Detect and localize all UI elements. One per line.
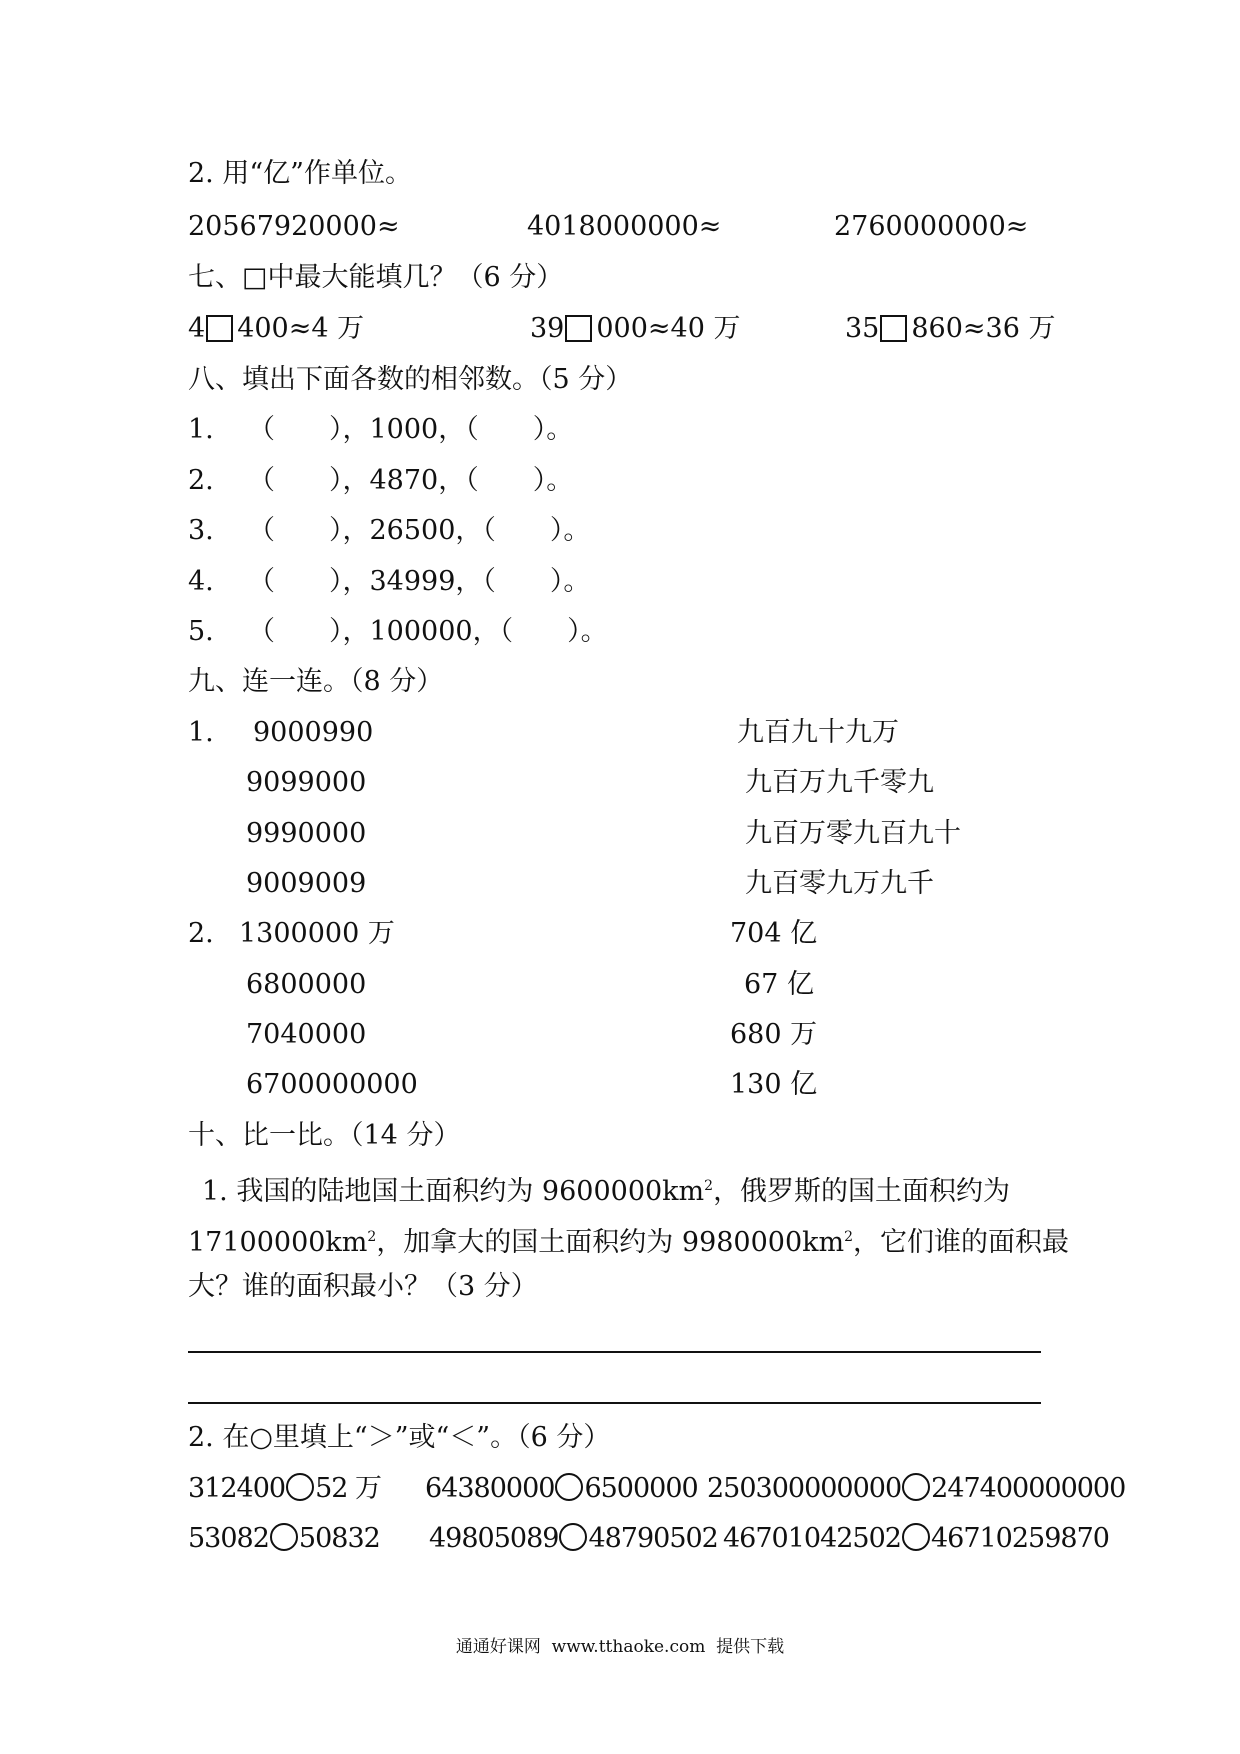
box-item-3 [845,313,1055,345]
superscript: 2 [704,1178,714,1194]
q10-1-text: 1. 我国的陆地国土面积约为 9600000km [202,1176,705,1207]
match-left-item: 9099000 [246,767,367,798]
footer-source: 通通好课网 www.tthaoke.com 提供下载 [455,1637,785,1657]
superscript: 2 [367,1229,377,1245]
compare-circle[interactable] [555,1473,583,1501]
match-right-item: 九百九十九万 [737,717,899,748]
compare-right: 46710259870 [930,1523,1109,1554]
match-right-item: 130 亿 [730,1069,818,1100]
box-item-2 [530,313,740,345]
section-8-title: 八、填出下面各数的相邻数。（5 分） [188,364,633,395]
compare-right: 6500000 [584,1473,698,1504]
compare-left: 250300000000 [707,1473,902,1504]
compare-item [723,1523,1109,1555]
compare-right: 48790502 [588,1523,718,1554]
compare-left: 49805089 [429,1523,559,1554]
neighbor-item-5: （ ），100000，（ ）。 [248,616,608,647]
compare-left: 53082 [188,1523,269,1554]
compare-right: 52 万 [315,1473,382,1504]
q10-1-text: 17100000km [188,1227,368,1258]
neighbor-item-2: （ ），4870，（ ）。 [248,465,574,496]
round-item-3: 2760000000≈ [834,211,1029,242]
box-item-1 [188,313,364,345]
match-group-1-num: 1. [188,717,214,748]
compare-circle[interactable] [559,1523,587,1551]
q10-1-text: ，加拿大的国土面积约为 9980000km [376,1227,845,1258]
round-item-1: 20567920000≈ [188,211,400,242]
answer-box[interactable] [206,315,233,342]
section-9-title: 九、连一连。（8 分） [188,666,444,697]
box-item-suffix: 000≈40 万 [596,313,741,344]
answer-box[interactable] [565,315,592,342]
box-item-prefix: 39 [530,313,565,344]
match-right-item: 680 万 [730,1019,818,1050]
match-left-item: 9009009 [246,868,367,899]
compare-left: 46701042502 [723,1523,901,1554]
neighbor-num-5: 5. [188,616,214,647]
compare-left: 64380000 [425,1473,555,1504]
section-7-title: 七、□中最大能填几？（6 分） [188,262,564,293]
compare-item [429,1523,718,1555]
answer-line[interactable] [188,1351,1041,1353]
section-10-title: 十、比一比。（14 分） [188,1120,461,1151]
answer-box[interactable] [880,315,907,342]
compare-right: 247400000000 [931,1473,1126,1504]
neighbor-item-1: （ ），1000，（ ）。 [248,414,574,445]
compare-item [188,1523,380,1555]
neighbor-num-2: 2. [188,465,214,496]
match-right-item: 704 亿 [730,918,818,949]
q10-1-text: ，它们谁的面积最 [853,1227,1070,1258]
box-item-prefix: 35 [845,313,880,344]
neighbor-item-4: （ ），34999，（ ）。 [248,566,591,597]
q10-2-title: 2. 在○里填上“＞”或“＜”。（6 分） [188,1422,611,1453]
match-right-item: 67 亿 [744,969,814,1000]
box-item-suffix: 860≈36 万 [911,313,1056,344]
box-item-prefix: 4 [188,313,206,344]
match-right-item: 九百万零九百九十 [745,818,961,849]
compare-item [425,1473,698,1505]
compare-circle[interactable] [286,1473,314,1501]
neighbor-num-1: 1. [188,414,214,445]
round-item-2: 4018000000≈ [527,211,722,242]
match-left-item: 9990000 [246,818,367,849]
match-left-item: 9000990 [253,717,374,748]
match-right-item: 九百零九万九千 [745,868,934,899]
q10-1-text: ，俄罗斯的国土面积约为 [713,1176,1011,1207]
compare-circle[interactable] [270,1523,298,1551]
compare-right: 50832 [298,1523,380,1554]
neighbor-num-3: 3. [188,515,214,546]
match-left-item: 7040000 [246,1019,367,1050]
compare-item [188,1473,381,1505]
compare-circle[interactable] [902,1523,930,1551]
q10-1-line-3: 大？谁的面积最小？（3 分） [188,1271,538,1302]
answer-line[interactable] [188,1402,1041,1404]
q10-1-line-1 [202,1170,1010,1208]
neighbor-num-4: 4. [188,566,214,597]
match-left-item: 6700000000 [246,1069,418,1100]
match-left-item: 1300000 万 [239,918,395,949]
compare-circle[interactable] [902,1473,930,1501]
q10-1-line-2 [188,1221,1069,1259]
box-item-suffix: 400≈4 万 [237,313,365,344]
match-left-item: 6800000 [246,969,367,1000]
compare-left: 312400 [188,1473,286,1504]
match-group-2-num: 2. [188,918,214,949]
superscript: 2 [844,1229,854,1245]
q6-2-title: 2. 用“亿”作单位。 [188,158,412,189]
compare-item [707,1473,1125,1505]
neighbor-item-3: （ ），26500，（ ）。 [248,515,591,546]
match-right-item: 九百万九千零九 [745,767,934,798]
